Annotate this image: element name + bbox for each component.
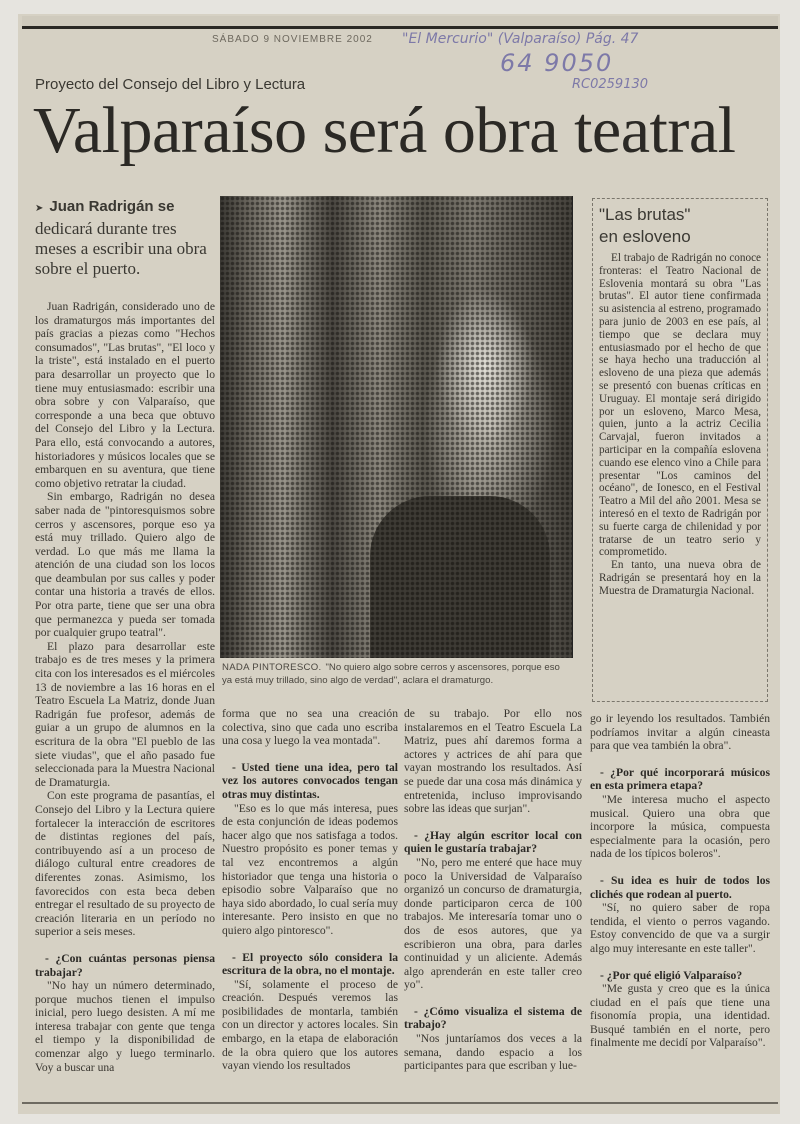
interview-answer: "Nos juntaríamos dos veces a la semana, dando espacio a los participantes para que escriban y lue- [404,1032,582,1073]
bottom-rule [22,1102,778,1104]
lead-name: Juan Radrigán se [49,198,175,215]
interview-answer: "Me interesa mucho el aspecto musical. Quiero una obra que incorpore la música, compuesta especialmente para la ocasión, pero nada de los típicos boleros". [590,792,770,861]
sidebar-title [599,205,761,247]
paragraph: En tanto, una nueva obra de Radrigán se presentará hoy en la Muestra de Dramaturgia Nacional. [599,559,761,597]
paragraph: forma que no sea una creación colectiva, sino que cada uno escriba una cosa y luego la vea montada". [222,707,398,748]
arrow-bullet-icon: ➤ [35,203,44,214]
sidebar-title-line-1: "Las brutas" [599,205,691,224]
interview-answer: "Sí, solamente el proceso de creación. Después veremos las posibilidades de montarla, también con un director y actores locales. Sin embargo, en la etapa de elaboración de la obra quiero que los autores vayan viendo los resultados [222,977,398,1073]
paragraph: El trabajo de Radrigán no conoce fronteras: el Teatro Nacional de Eslovenia montará su obra "Las brutas". El autor tiene confirmada su asistencia al estreno, programado para junio de 2003 en ese país, al tiempo que se declara muy entusiasmado por el hecho de que se haya hecho una traducción al esloveno de una pieza que además se presentó con buenas críticas en Uruguay. El montaje será dirigido por un esloveno, Marco Mesa, quien, junto a la actriz Cecilia Carvajal, fueron invitados a participar en la compañía eslovena cuando ese elenco vino a Chile para presentar "Los caminos del océano", de Ionesco, en el Festival Teatro a Mil del año 2001. Mesa se interesó en el texto de Radrigán por su fuerte carga de chilenidad y por tratarse de un teatro serio y comprometido. [599,252,761,559]
kicker: Proyecto del Consejo del Libro y Lectura [35,76,306,93]
interview-question: - ¿Con cuántas personas piensa trabajar? [35,951,215,979]
interview-answer: "No hay un número determinado, porque muchos tienen el impulso inicial, pero luego desisten. A mí me interesa trabajar con gente que tenga el tiempo y la disponibilidad de comenzar algo y luego terminarlo. Voy a buscar una [35,979,215,1074]
portrait-photo [220,196,573,658]
interview-answer: "Sí, no quiero saber de ropa tendida, el viento o perros vagando. Estoy convencido de que va a surgir algo muy interesante en este taller". [590,901,770,955]
article-column-1 [35,300,215,1100]
lead-text: dedicará durante tres meses a escribir una obra sobre el puerto. [35,219,207,278]
photo-caption [222,662,572,687]
paragraph: Con este programa de pasantías, el Consejo del Libro y la Lectura quiere fortalecer la interacción de escritores de distintas regiones del país, contribuyendo así a un proceso de diálogo cultural entre creadores de diferentes zonas. Asimismo, los favorecidos con esta beca deben entregar el resultado de su proyecto de creación literaria en un período no superior a seis meses. [35,789,215,939]
interview-question: - ¿Por qué eligió Valparaíso? [600,968,743,982]
paragraph: El plazo para desarrollar este trabajo es de tres meses y la primera cita con los interesados es el miércoles 13 de noviembre a las 16 horas en el Teatro Escuela La Matriz, donde Juan Radrigán fue profesor, además de guiar a un grupo de alumnos en la escritura de la obra "El pueblo de las siete viudas", que el año pasado fue seleccionada para la Muestra Nacional de Dramaturgia. [35,639,215,789]
handwritten-source-note: "El Mercurio" (Valparaíso) Pág. 47 [402,31,639,47]
handwritten-number: 64 9050 [500,49,614,77]
interview-question: - ¿Cómo visualiza el sistema de trabajo? [404,1004,582,1032]
interview-question: - ¿Hay algún escritor local con quien le gustaría trabajar? [404,828,582,856]
interview-question: - Su idea es huir de todos los clichés que rodean al puerto. [590,873,770,901]
paragraph: Juan Radrigán, considerado uno de los dramaturgos más importantes del país gracias a piezas como "Hechos consumados", "Las brutas", "El loco y la triste", está instalado en el puerto para desarrollar un proyecto que lo tiene muy entusiasmado: escribir una obra sobre y con Valparaíso, que corresponde a una beca que obtuvo del Consejo del Libro y la Lectura. Para ello, está convocando a autores, historiadores y músicos locales que se embarquen en su aventura, que tiene como objetivo retratar la ciudad. [35,300,215,490]
article-column-3 [404,707,582,1102]
paragraph: de su trabajo. Por ello nos instalaremos en el Teatro Escuela La Matriz, pues ahí daremos forma a actores y actrices de ahí para que vayan mostrando los resultados. Así se puede dar una cosa más dinámica y entretenida, incluso improvisando sobre las ideas que surjan". [404,707,582,816]
interview-question: - ¿Por qué incorporará músicos en esta primera etapa? [590,765,770,793]
paragraph: go ir leyendo los resultados. También podríamos invitar a algún cineasta para que vea también la obra". [590,712,770,753]
interview-question: - Usted tiene una idea, pero tal vez los autores convocados tengan otras muy distintas. [222,760,398,801]
interview-question: - El proyecto sólo considera la escritura de la obra, no el montaje. [222,950,398,978]
interview-answer: "No, pero me enteré que hace muy poco la Universidad de Valparaíso organizó un concurso de dramaturgia, donde participaron cerca de 100 trabajos. Me interesaría tomar uno o dos de esos autores, que ya escribieron una obra, para darles continuidad y un aliciente. Además algo aprenderán en este taller creo yo". [404,855,582,992]
dateline: SÁBADO 9 NOVIEMBRE 2002 [212,34,373,45]
caption-text: "No quiero algo sobre cerros y ascensores, porque eso ya está muy trillado, sino algo de verdad", aclara el dramaturgo. [222,662,560,686]
sidebar-title-line-2: en esloveno [599,227,691,246]
top-band [22,16,778,26]
interview-answer: "Me gusta y creo que es la única ciudad en el país que tiene una fisonomía propia, una identidad. Busqué también en el norte, pero finalmente me decidí por Valparaíso". [590,982,770,1050]
sidebar-body [599,252,761,598]
top-rule [22,26,778,29]
article-column-2 [222,707,398,1102]
headline: Valparaíso será obra teatral [33,94,736,167]
handwritten-code: RC0259130 [572,77,649,92]
sidebar-box [592,198,768,702]
article-column-4 [590,712,770,1102]
paragraph: Sin embargo, Radrigán no desea saber nada de "pintoresquismos sobre cerros y ascensores, porque eso ya está muy trillado. Quiero algo de verdad. Lo que más me llama la atención de una ciudad son los locos que deambulan por sus calles y poder contar una historia a través de ellos. Por otra parte, tiene que ser una obra que permanezca y pueda ser tomada por cualquier grupo teatral". [35,490,215,640]
interview-answer: "Eso es lo que más interesa, pues de esta conjunción de ideas podemos hacer algo que nos satisfaga a todos. Nuestro propósito es poner temas y tal vez encontremos a algún historiador que tenga una historia o episodio sobre Valparaíso que no haya sido abordado, lo cual sería muy interesante. Pero insisto en que no quiero algo pintoresco". [222,801,398,937]
photo-figure [370,496,550,658]
lead-summary [35,196,215,279]
caption-label: NADA PINTORESCO. [222,662,322,673]
